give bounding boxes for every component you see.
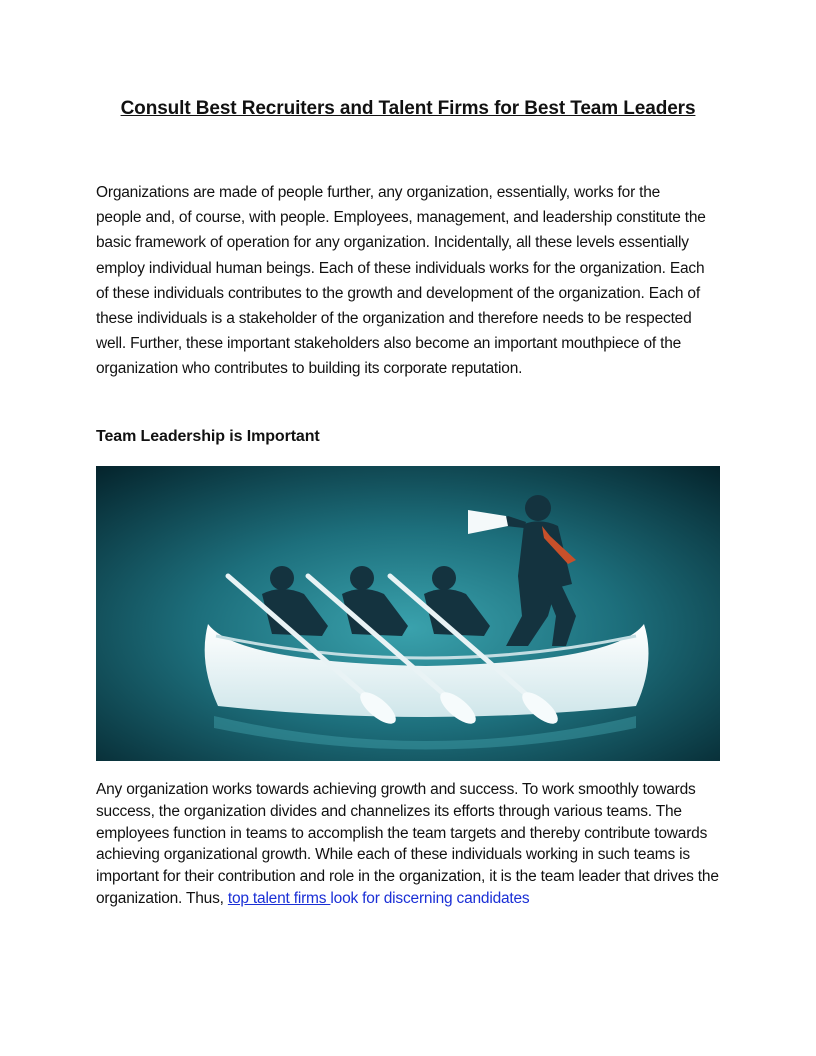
link-continuation[interactable]: look for discerning candidates: [330, 889, 530, 907]
body-paragraph-text: Any organization works towards achieving growth and success. To work smoothly towards success, the organization divides and channelizes its efforts through various teams. The employees function in teams to accomplish the team targets and thereby contribute towards achieving organizational growth. While each of these individuals working in such teams is important for their contribution and role in the organization, it is the team leader that drives the organization. Thus,: [96, 781, 719, 907]
top-talent-firms-link[interactable]: top talent firms: [227, 889, 331, 907]
document-title: Consult Best Recruiters and Talent Firms for Best Team Leaders: [120, 98, 696, 119]
section-heading: Team Leadership is Important: [96, 428, 320, 445]
team-rowing-illustration: [96, 466, 720, 761]
body-paragraph: [96, 779, 724, 910]
intro-paragraph: Organizations are made of people further, any organization, essentially, works for the people and, of course, with people. Employees, management, and leadership constitute the basic framework of operation for any organization. Incidentally, all these levels essentially employ individual human beings. Each of these individuals works for the organization. Each of these individuals contributes to the growth and development of the organization. Each of these individuals is a stakeholder of the organization and therefore needs to be respected well. Further, these important stakeholders also become an important mouthpiece of the organization who contributes to building its corporate reputation.: [96, 184, 706, 378]
